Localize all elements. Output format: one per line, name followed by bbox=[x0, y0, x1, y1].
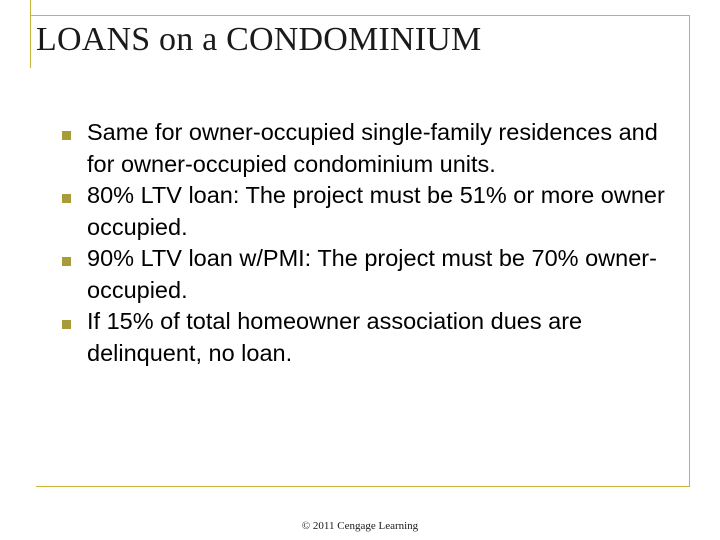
copyright-footer: © 2011 Cengage Learning bbox=[301, 520, 419, 532]
square-bullet-icon bbox=[62, 194, 71, 203]
bullet-item bbox=[60, 243, 680, 306]
bullet-text: Same for owner-occupied single-family residences and for owner-occupied condominium units. bbox=[87, 119, 658, 177]
frame-left-line bbox=[30, 0, 31, 68]
frame-right-line bbox=[689, 15, 690, 487]
bullet-list bbox=[60, 117, 680, 369]
bullet-item bbox=[60, 117, 680, 180]
square-bullet-icon bbox=[62, 257, 71, 266]
frame-bottom-line bbox=[36, 486, 690, 487]
bullet-text: If 15% of total homeowner association dues are delinquent, no loan. bbox=[87, 308, 583, 366]
square-bullet-icon bbox=[62, 320, 71, 329]
bullet-text: 80% LTV loan: The project must be 51% or more owner occupied. bbox=[87, 182, 665, 240]
bullet-item bbox=[60, 306, 680, 369]
bullet-text: 90% LTV loan w/PMI: The project must be 70% owner-occupied. bbox=[87, 245, 657, 303]
square-bullet-icon bbox=[62, 131, 71, 140]
bullet-item bbox=[60, 180, 680, 243]
slide-title: LOANS on a CONDOMINIUM bbox=[36, 21, 482, 58]
